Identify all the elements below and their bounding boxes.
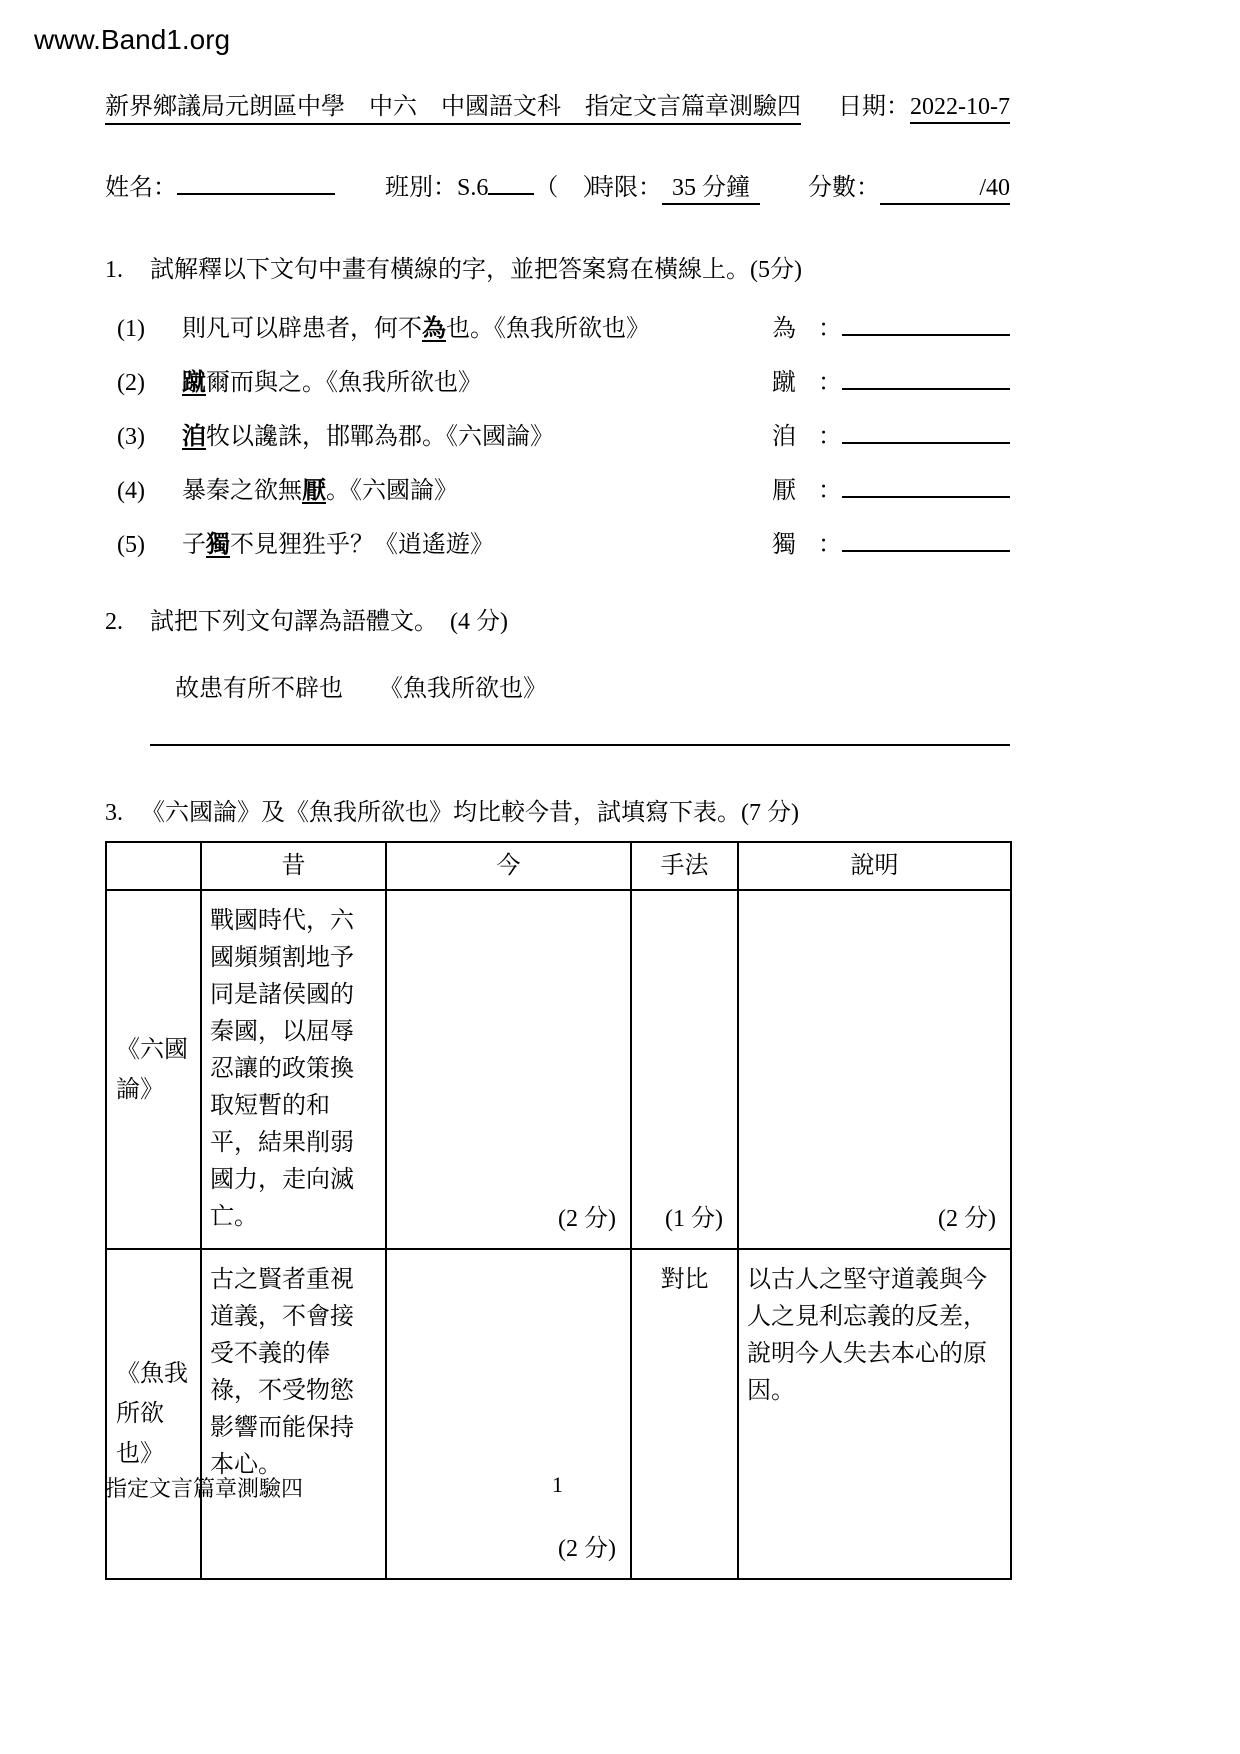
answer-word: 蹴 xyxy=(772,370,796,396)
page-number: 1 xyxy=(552,1472,563,1497)
header-corner-cell xyxy=(106,842,201,890)
class-parens: （ ） xyxy=(534,175,607,201)
site-watermark: www.Band1.org xyxy=(34,24,231,55)
name-field xyxy=(105,167,335,202)
q1-item-3 xyxy=(105,416,1010,450)
answer-colon: ： xyxy=(818,424,842,450)
technique-cell xyxy=(631,890,738,1249)
item-number: (5) xyxy=(117,532,145,558)
underlined-char: 蹴 xyxy=(182,370,206,396)
question-2-prompt: 試把下列文句譯為語體文。 (4 分) xyxy=(150,609,508,635)
item-number: (4) xyxy=(117,478,145,504)
header-present: 今 xyxy=(386,842,631,890)
answer-colon: ： xyxy=(818,370,842,396)
marks-label: (1 分) xyxy=(665,1206,723,1232)
question-3-heading xyxy=(105,792,1010,827)
footer-doc-title: 指定文言篇章測驗四 xyxy=(105,1476,304,1501)
technique-cell: 對比 xyxy=(631,1249,738,1579)
sentence-pre: 子 xyxy=(182,532,206,558)
question-1-heading xyxy=(105,249,1010,284)
header-past: 昔 xyxy=(201,842,386,890)
question-2-heading xyxy=(105,601,1010,636)
score-label: 分數： xyxy=(808,175,880,201)
page-footer xyxy=(105,1472,1010,1501)
date-value: 2022-10-7 xyxy=(910,94,1010,124)
item-sentence xyxy=(182,416,772,451)
answer-blank-line xyxy=(842,526,1010,552)
underlined-char: 為 xyxy=(422,316,446,342)
table-row-yuwosuoyuye xyxy=(106,1249,1011,1579)
answer-blank-line xyxy=(842,418,1010,444)
class-label: 班別：S.6 xyxy=(385,175,489,201)
question-2 xyxy=(105,601,1010,746)
time-field xyxy=(590,167,760,202)
answer-colon: ： xyxy=(818,316,842,342)
item-sentence xyxy=(182,524,772,559)
table-header-row xyxy=(106,842,1011,890)
score-field xyxy=(808,167,1010,205)
name-label: 姓名： xyxy=(105,175,177,201)
sentence-post: 爾而與之。《魚我所欲也》 xyxy=(206,370,482,396)
page-content xyxy=(105,0,1010,1580)
student-info-row xyxy=(105,167,1010,201)
underlined-char: 洎 xyxy=(182,424,206,450)
answer-word: 厭 xyxy=(772,478,796,504)
question-3-number: 3. xyxy=(105,800,123,826)
answer-word: 為 xyxy=(772,316,796,342)
item-sentence xyxy=(182,308,772,343)
time-value: 35 分鐘 xyxy=(662,175,760,205)
item-number: (2) xyxy=(117,370,145,396)
q1-item-2 xyxy=(105,362,1010,396)
question-3-prompt: 《六國論》及《魚我所欲也》均比較今昔，試填寫下表。(7 分) xyxy=(141,800,799,826)
name-blank-line xyxy=(177,169,335,195)
class-field xyxy=(385,167,606,202)
q1-item-1 xyxy=(105,308,1010,342)
question-2-answer-line xyxy=(150,743,1010,746)
sentence-post: 牧以讒誅，邯鄲為郡。《六國論》 xyxy=(206,424,554,450)
question-2-sentence: 故患有所不辟也 《魚我所欲也》 xyxy=(175,676,547,702)
sentence-post: 。《六國論》 xyxy=(326,478,458,504)
question-1 xyxy=(105,249,1010,558)
past-cell: 古之賢者重視道義，不會接受不義的俸祿，不受物慾影響而能保持本心。 xyxy=(201,1249,386,1579)
q1-item-4 xyxy=(105,470,1010,504)
document-header xyxy=(105,86,1010,125)
answer-colon: ： xyxy=(818,478,842,504)
answer-word: 獨 xyxy=(772,532,796,558)
item-sentence xyxy=(182,470,772,505)
past-cell: 戰國時代，六國頻頻割地予同是諸侯國的秦國，以屈辱忍讓的政策換取短暫的和平，結果削弱國力，走向滅亡。 xyxy=(201,890,386,1249)
class-blank-line xyxy=(488,169,534,195)
present-cell xyxy=(386,1249,631,1579)
marks-label: (2 分) xyxy=(558,1206,616,1232)
explanation-cell xyxy=(738,890,1011,1249)
underlined-char: 厭 xyxy=(302,478,326,504)
row-title: 《六國論》 xyxy=(106,890,201,1249)
answer-blank-line xyxy=(842,472,1010,498)
table-row-liuguolun xyxy=(106,890,1011,1249)
sentence-pre: 則凡可以辟患者，何不 xyxy=(182,316,422,342)
marks-label: (2 分) xyxy=(558,1536,616,1562)
answer-blank-line xyxy=(842,310,1010,336)
q1-item-5 xyxy=(105,524,1010,558)
question-1-items xyxy=(105,308,1010,558)
date-label: 日期： xyxy=(838,94,911,120)
school-exam-title: 新界鄉議局元朗區中學 中六 中國語文科 指定文言篇章測驗四 xyxy=(105,86,801,125)
underlined-char: 獨 xyxy=(206,532,230,558)
time-label: 時限： xyxy=(590,175,662,201)
comparison-table xyxy=(105,841,1012,1580)
header-technique: 手法 xyxy=(631,842,738,890)
answer-word: 洎 xyxy=(772,424,796,450)
question-2-number: 2. xyxy=(105,609,123,635)
score-blank-line xyxy=(880,175,1010,205)
item-number: (3) xyxy=(117,424,145,450)
item-sentence xyxy=(182,362,772,397)
question-1-number: 1. xyxy=(105,257,123,283)
sentence-post: 不見狸狌乎？《逍遙遊》 xyxy=(230,532,494,558)
row-title: 《魚我所欲也》 xyxy=(106,1249,201,1579)
score-total: /40 xyxy=(979,175,1010,201)
date-field xyxy=(838,86,1010,121)
marks-label: (2 分) xyxy=(938,1206,996,1232)
sentence-post: 也。《魚我所欲也》 xyxy=(446,316,650,342)
answer-colon: ： xyxy=(818,532,842,558)
item-number: (1) xyxy=(117,316,145,342)
sentence-pre: 暴秦之欲無 xyxy=(182,478,302,504)
header-explanation: 說明 xyxy=(738,842,1011,890)
explanation-cell: 以古人之堅守道義與今人之見利忘義的反差，說明今人失去本心的原因。 xyxy=(738,1249,1011,1579)
present-cell xyxy=(386,890,631,1249)
question-1-prompt: 試解釋以下文句中畫有橫線的字，並把答案寫在橫線上。(5分) xyxy=(150,257,802,283)
question-3 xyxy=(105,792,1010,1580)
answer-blank-line xyxy=(842,364,1010,390)
